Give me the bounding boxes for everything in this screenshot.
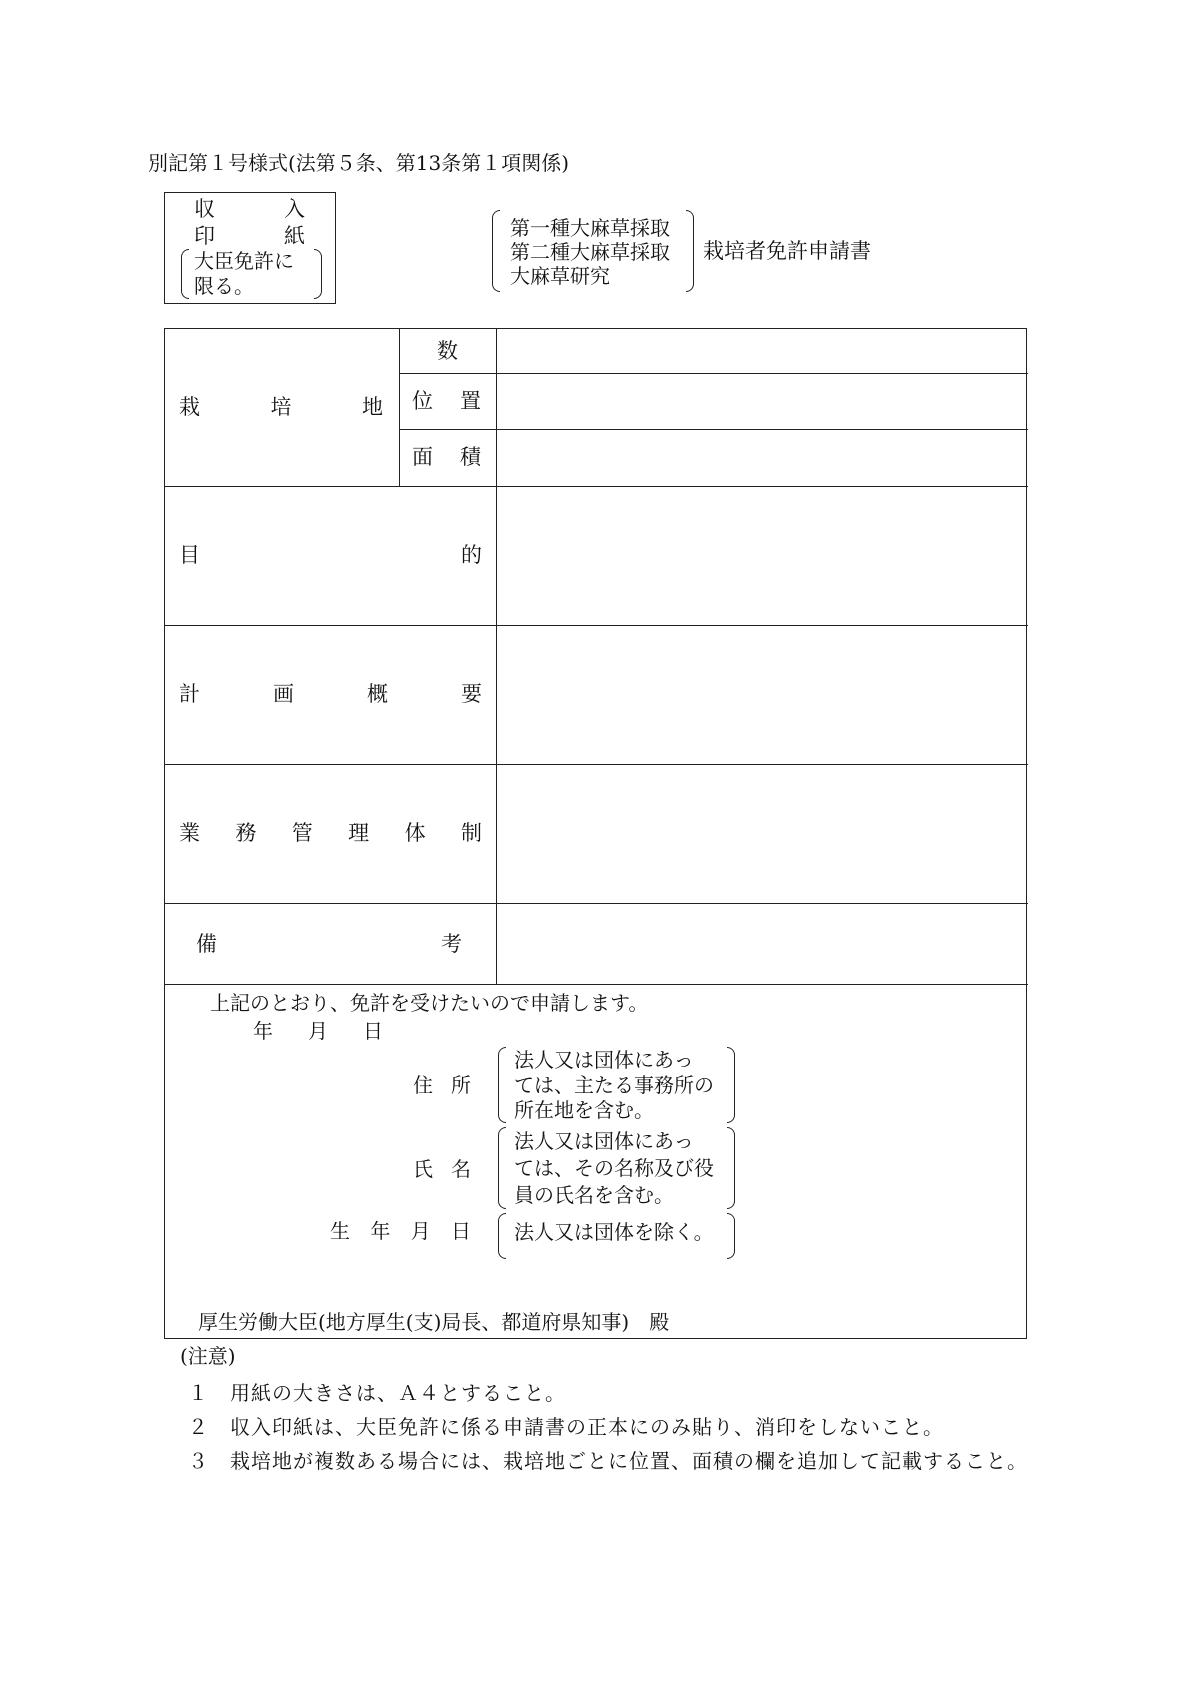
left-bracket	[181, 249, 189, 299]
remarks-label: 備 考	[196, 932, 462, 956]
location-label: 位 置	[412, 389, 481, 413]
count-label: 数	[437, 339, 458, 363]
notes-list	[188, 1376, 1028, 1478]
form-title: 別記第１号様式(法第５条、第13条第１項関係)	[148, 151, 570, 175]
count-field[interactable]	[499, 331, 1026, 371]
right-bracket	[727, 1213, 735, 1259]
left-bracket	[498, 1047, 506, 1123]
note-item: ２ 収入印紙は、大臣免許に係る申請書の正本にのみ貼り、消印をしないこと。	[188, 1415, 944, 1439]
area-label: 面 積	[412, 445, 481, 469]
date-line: 年 月 日	[253, 1019, 383, 1043]
plan-overview-field[interactable]	[499, 628, 1026, 762]
stamp-note: 大臣免許に 限る。	[194, 249, 294, 298]
right-bracket	[727, 1047, 735, 1123]
address-label: 住 所	[413, 1073, 471, 1097]
location-field[interactable]	[499, 376, 1026, 427]
note-item: １ 用紙の大きさは、Ａ４とすること。	[188, 1381, 566, 1405]
right-bracket	[686, 210, 694, 292]
birth-date-label: 生 年 月 日	[330, 1219, 471, 1243]
right-bracket	[314, 249, 322, 299]
stamp-label-row1: 収 入	[194, 197, 305, 221]
management-system-field[interactable]	[499, 767, 1026, 901]
name-note: 法人又は団体にあっ ては、その名称及び役 員の氏名を含む。	[514, 1129, 714, 1207]
left-bracket	[498, 1213, 506, 1259]
application-form-table	[164, 328, 1027, 1339]
application-title: 栽培者免許申請書	[703, 239, 871, 263]
cultivation-site-label: 栽 培 地	[179, 395, 383, 419]
left-bracket	[492, 210, 500, 292]
revenue-stamp-box	[164, 192, 336, 304]
purpose-label: 目 的	[179, 543, 482, 567]
license-type-list: 第一種大麻草採取 第二種大麻草採取 大麻草研究	[510, 216, 670, 288]
declaration-statement: 上記のとおり、免許を受けたいので申請します。	[210, 991, 649, 1015]
plan-overview-label: 計 画 概 要	[179, 682, 482, 706]
notes-heading: (注意)	[180, 1344, 236, 1368]
right-bracket	[727, 1127, 735, 1209]
addressee: 厚生労働大臣(地方厚生(支)局長、都道府県知事) 殿	[198, 1310, 670, 1334]
name-label: 氏 名	[413, 1157, 471, 1181]
note-item: ３ 栽培地が複数ある場合には、栽培地ごとに位置、面積の欄を追加して記載すること。	[188, 1449, 1028, 1473]
purpose-field[interactable]	[499, 489, 1026, 623]
birth-date-note: 法人又は団体を除く。	[514, 1220, 714, 1244]
left-bracket	[498, 1127, 506, 1209]
stamp-label-row2: 印 紙	[194, 224, 305, 248]
management-system-label: 業 務 管 理 体 制	[179, 821, 482, 845]
remarks-field[interactable]	[499, 906, 1026, 982]
address-note: 法人又は団体にあっ ては、主たる事務所の 所在地を含む。	[514, 1048, 714, 1122]
area-field[interactable]	[499, 432, 1026, 484]
